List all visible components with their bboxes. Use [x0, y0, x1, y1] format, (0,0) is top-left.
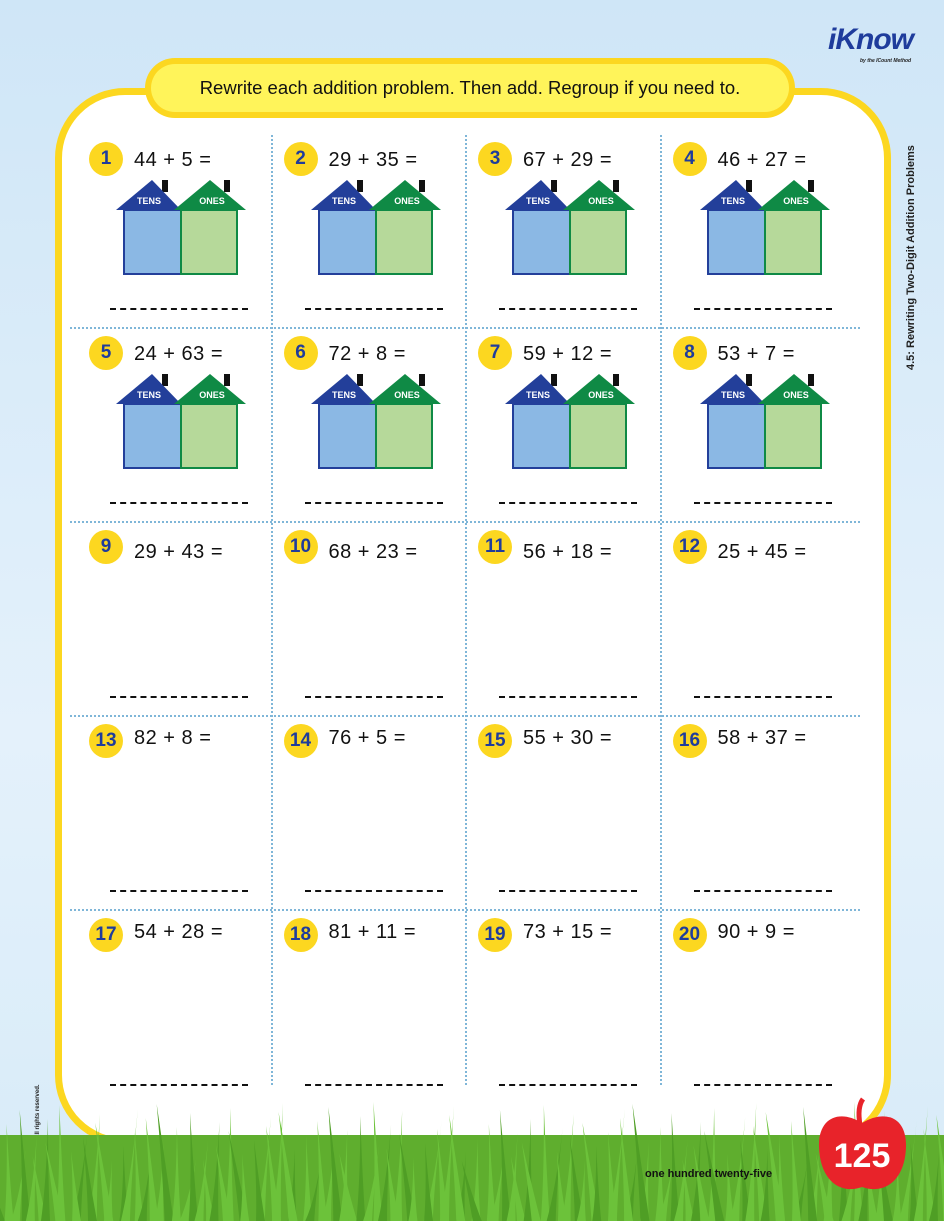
problem-12	[664, 523, 858, 717]
problem-number: 6	[284, 336, 318, 370]
ones-label: ONES	[393, 196, 420, 206]
answer-line[interactable]	[694, 890, 832, 892]
problem-20	[664, 911, 858, 1105]
tens-column	[708, 210, 765, 274]
tens-label: TENS	[720, 390, 745, 400]
page-number-words: one hundred twenty-five	[645, 1168, 773, 1180]
ones-label: ONES	[782, 390, 809, 400]
tens-column	[513, 404, 570, 468]
problem-15	[469, 717, 663, 911]
ones-label: ONES	[393, 390, 420, 400]
answer-line[interactable]	[305, 890, 443, 892]
problem-number: 2	[284, 142, 318, 176]
place-value-house	[505, 374, 635, 470]
ones-column	[765, 210, 821, 274]
answer-line[interactable]	[110, 308, 248, 310]
problem-equation: 54 + 28 =	[134, 921, 224, 943]
column-divider	[660, 135, 662, 1085]
logo-subtext: by the ICount Method	[860, 58, 912, 64]
problem-number: 14	[284, 724, 318, 758]
problem-number: 4	[673, 142, 707, 176]
column-divider	[465, 135, 467, 1085]
problem-number: 17	[89, 918, 123, 952]
tens-column	[513, 210, 570, 274]
tens-column	[124, 210, 181, 274]
problem-number: 8	[673, 336, 707, 370]
ones-column	[181, 210, 237, 274]
answer-line[interactable]	[110, 890, 248, 892]
answer-line[interactable]	[305, 502, 443, 504]
tens-column	[708, 404, 765, 468]
tens-label: TENS	[136, 196, 162, 206]
place-value-house	[700, 374, 830, 470]
answer-line[interactable]	[499, 696, 637, 698]
place-value-house	[116, 180, 246, 276]
problem-equation: 76 + 5 =	[328, 727, 406, 749]
row-divider	[70, 909, 860, 911]
ones-label: ONES	[782, 196, 809, 206]
problem-equation: 59 + 12 =	[523, 343, 613, 365]
problem-18	[275, 911, 469, 1105]
tens-label: TENS	[331, 390, 356, 400]
problem-7	[469, 329, 663, 523]
row-divider	[70, 521, 860, 523]
problem-number: 3	[478, 142, 512, 176]
lesson-title: 4.5: Rewriting Two-Digit Addition Problems	[905, 145, 917, 370]
tens-column	[124, 404, 181, 468]
tens-label: TENS	[331, 196, 356, 206]
problem-number: 18	[284, 918, 318, 952]
tens-column	[319, 210, 376, 274]
iknow-logo	[828, 24, 928, 65]
place-value-house	[311, 374, 441, 470]
tens-label: TENS	[525, 390, 551, 400]
answer-line[interactable]	[694, 502, 832, 504]
place-value-house	[116, 374, 246, 470]
problem-equation: 72 + 8 =	[328, 343, 406, 365]
problem-equation: 67 + 29 =	[523, 149, 613, 171]
grass-decoration	[0, 1085, 944, 1221]
problem-number: 16	[673, 724, 707, 758]
ones-label: ONES	[588, 390, 614, 400]
problem-2	[275, 135, 469, 329]
problem-number: 10	[284, 530, 318, 564]
answer-line[interactable]	[499, 308, 637, 310]
problem-equation: 81 + 11 =	[328, 921, 417, 943]
answer-line[interactable]	[110, 696, 248, 698]
problem-4	[664, 135, 858, 329]
logo-text: iKnow	[828, 23, 913, 56]
page-number-apple	[815, 1095, 910, 1210]
instructions-banner	[145, 58, 795, 118]
problem-equation: 29 + 35 =	[328, 149, 418, 171]
problem-equation: 55 + 30 =	[523, 727, 613, 749]
ones-label: ONES	[588, 196, 614, 206]
problem-equation: 68 + 23 =	[328, 541, 418, 563]
problem-equation: 82 + 8 =	[134, 727, 212, 749]
problem-number: 15	[478, 724, 512, 758]
problem-number: 19	[478, 918, 512, 952]
answer-line[interactable]	[499, 890, 637, 892]
answer-line[interactable]	[499, 502, 637, 504]
problem-equation: 46 + 27 =	[717, 149, 807, 171]
ones-column	[376, 210, 432, 274]
tens-label: TENS	[525, 196, 551, 206]
problem-16	[664, 717, 858, 911]
problem-8	[664, 329, 858, 523]
problem-number: 1	[89, 142, 123, 176]
problem-number: 9	[89, 530, 123, 564]
row-divider	[70, 327, 860, 329]
problem-13	[80, 717, 274, 911]
problem-11	[469, 523, 663, 717]
problem-1	[80, 135, 274, 329]
column-divider	[271, 135, 273, 1085]
place-value-house	[700, 180, 830, 276]
problem-equation: 24 + 63 =	[134, 343, 224, 365]
problem-number: 20	[673, 918, 707, 952]
answer-line[interactable]	[110, 502, 248, 504]
problem-10	[275, 523, 469, 717]
instructions-text: Rewrite each addition problem. Then add. Regroup if you need to.	[151, 64, 789, 112]
problem-number: 11	[478, 530, 512, 564]
row-divider	[70, 715, 860, 717]
problem-14	[275, 717, 469, 911]
problem-number: 13	[89, 724, 123, 758]
problem-equation: 90 + 9 =	[717, 921, 795, 943]
problem-equation: 25 + 45 =	[717, 541, 807, 563]
problem-6	[275, 329, 469, 523]
problem-number: 12	[673, 530, 707, 564]
ones-label: ONES	[199, 390, 225, 400]
problem-equation: 58 + 37 =	[717, 727, 807, 749]
problem-5	[80, 329, 274, 523]
problem-17	[80, 911, 274, 1105]
problem-9	[80, 523, 274, 717]
problem-equation: 53 + 7 =	[717, 343, 795, 365]
place-value-house	[311, 180, 441, 276]
ones-column	[376, 404, 432, 468]
tens-column	[319, 404, 376, 468]
ones-column	[570, 404, 626, 468]
tens-label: TENS	[136, 390, 162, 400]
answer-line[interactable]	[694, 308, 832, 310]
page-number: 125	[833, 1137, 891, 1175]
problem-equation: 29 + 43 =	[134, 541, 224, 563]
answer-line[interactable]	[305, 308, 443, 310]
answer-line[interactable]	[305, 696, 443, 698]
problem-3	[469, 135, 663, 329]
problem-19	[469, 911, 663, 1105]
ones-column	[570, 210, 626, 274]
problem-equation: 56 + 18 =	[523, 541, 613, 563]
place-value-house	[505, 180, 635, 276]
tens-label: TENS	[720, 196, 745, 206]
problem-equation: 44 + 5 =	[134, 149, 212, 171]
problem-number: 7	[478, 336, 512, 370]
ones-label: ONES	[199, 196, 225, 206]
answer-line[interactable]	[694, 696, 832, 698]
problem-number: 5	[89, 336, 123, 370]
problem-equation: 73 + 15 =	[523, 921, 613, 943]
ones-column	[181, 404, 237, 468]
ones-column	[765, 404, 821, 468]
